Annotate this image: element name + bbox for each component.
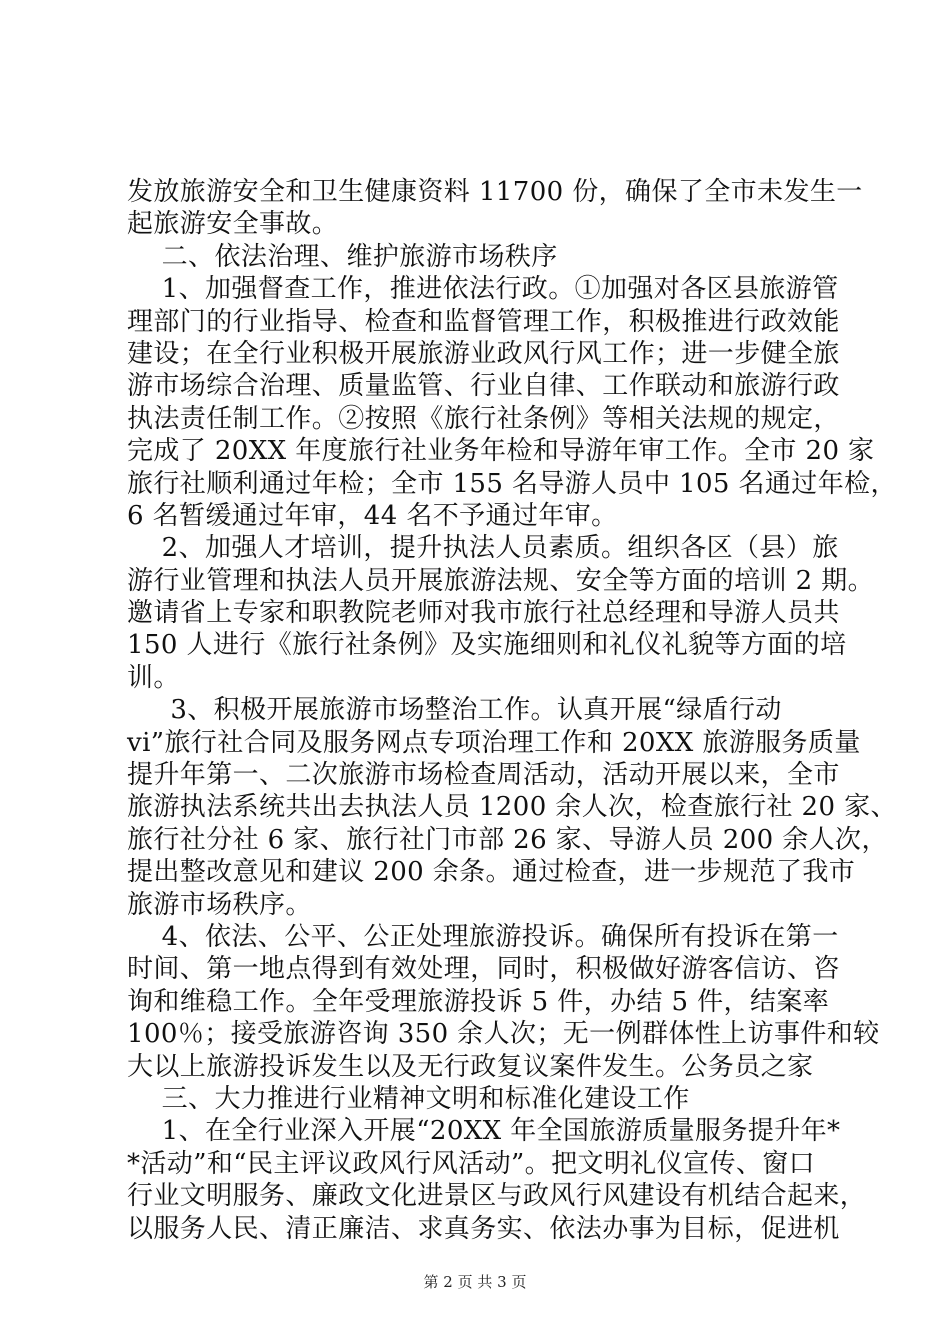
document-body [127, 176, 897, 1245]
text-line: 三、大力推进行业精神文明和标准化建设工作 [127, 1083, 690, 1114]
text-line: 执法责任制工作。②按照《旅行社条例》等相关法规的规定， [127, 403, 840, 434]
text-line: 旅行社顺利通过年检；全市 155 名导游人员中 105 名通过年检， [127, 468, 897, 499]
text-line: 发放旅游安全和卫生健康资料 11700 份，确保了全市未发生一 [127, 177, 863, 207]
text-line: 100％；接受旅游咨询 350 余人次；无一例群体性上访事件和较 [127, 1019, 880, 1050]
text-line: 旅行社分社 6 家、旅行社门市部 26 家、导游人员 200 余人次， [127, 824, 888, 855]
text-line: 完成了 20XX 年度旅行社业务年检和导游年审工作。全市 20 家 [127, 436, 875, 467]
text-line: 建设；在全行业积极开展旅游业政风行风工作；进一步健全旅 [127, 338, 840, 369]
text-line: *活动”和“民主评议政风行风活动”。把文明礼仪宣传、窗口 [127, 1148, 816, 1179]
text-line: vi”旅行社合同及服务网点专项治理工作和 20XX 旅游服务质量 [127, 727, 861, 758]
text-line: 询和维稳工作。全年受理旅游投诉 5 件，办结 5 件，结案率 [127, 986, 830, 1017]
text-line: 提升年第一、二次旅游市场检查周活动，活动开展以来，全市 [127, 760, 840, 791]
text-line: 旅游市场秩序。 [127, 889, 312, 920]
page-footer: 第 2 页 共 3 页 [423, 1273, 527, 1291]
text-line: 3、积极开展旅游市场整治工作。认真开展“绿盾行动 [127, 695, 782, 726]
text-line: 6 名暂缓通过年审，44 名不予通过年审。 [127, 500, 618, 531]
text-line: 提出整改意见和建议 200 余条。通过检查，进一步规范了我市 [127, 857, 856, 888]
text-line: 游市场综合治理、质量监管、行业自律、工作联动和旅游行政 [127, 371, 840, 402]
text-line: 起旅游安全事故。 [127, 209, 339, 240]
text-line: 1、在全行业深入开展“20XX 年全国旅游质量服务提升年* [127, 1116, 841, 1147]
text-line: 理部门的行业指导、检查和监督管理工作，积极推进行政效能 [127, 306, 840, 337]
text-line: 以服务人民、清正廉洁、求真务实、依法办事为目标，促进机 [127, 1213, 840, 1244]
text-line: 行业文明服务、廉政文化进景区与政风行风建设有机结合起来， [127, 1181, 867, 1212]
text-line: 邀请省上专家和职教院老师对我市旅行社总经理和导游人员共 [127, 598, 840, 629]
text-line: 大以上旅游投诉发生以及无行政复议案件发生。公务员之家 [127, 1051, 814, 1082]
text-line: 2、加强人才培训，提升执法人员素质。组织各区（县）旅 [127, 533, 839, 564]
text-line: 旅游执法系统共出去执法人员 1200 余人次，检查旅行社 20 家、 [127, 792, 897, 823]
text-line: 时间、第一地点得到有效处理，同时，积极做好游客信访、咨 [127, 954, 840, 985]
text-line: 训。 [127, 662, 180, 693]
text-line: 4、依法、公平、公正处理旅游投诉。确保所有投诉在第一 [127, 921, 839, 952]
text-line: 游行业管理和执法人员开展旅游法规、安全等方面的培训 2 期。 [127, 565, 875, 596]
text-line: 1、加强督查工作，推进依法行政。①加强对各区县旅游管 [127, 274, 839, 305]
text-line: 150 人进行《旅行社条例》及实施细则和礼仪礼貌等方面的培 [127, 630, 847, 661]
text-line: 二、依法治理、维护旅游市场秩序 [127, 241, 558, 272]
